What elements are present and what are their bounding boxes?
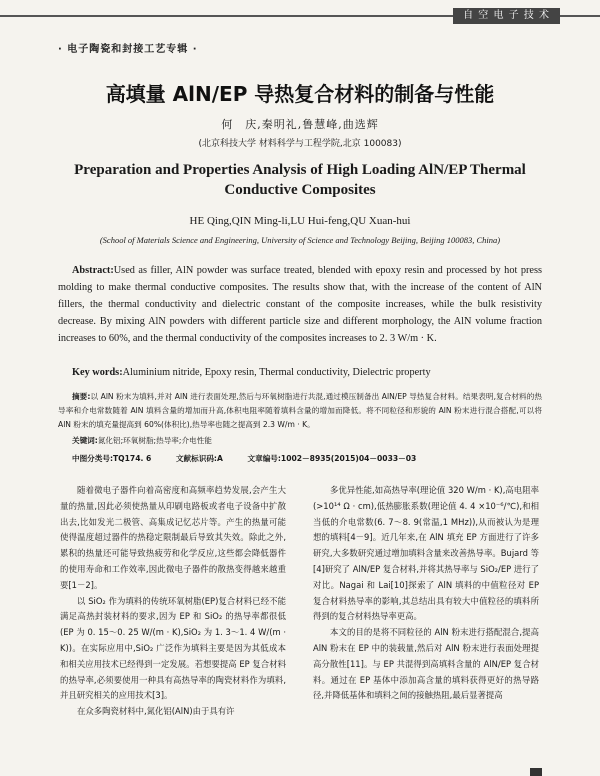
body-column-left [60,483,286,720]
keywords-chinese [72,434,542,448]
authors-english: HE Qing,QIN Ming-li,LU Hui-feng,QU Xuan-hui [189,215,411,227]
abstract-english [58,262,542,347]
abstract-chinese-text: 以 AlN 粉末为填料,并对 AlN 进行表面处理,然后与环氧树脂进行共混,通过模压制备出 AlN/EP 导热复合材料。结果表明,复合材料的热导率和介电常数随着 AlN 填料含量的增加而升高,体积电阻率随着填料含量的增加而降低。将不同粒径和形貌的 AlN 粉末进行混合搭配,可以将 AlN 粉末的填充量提高到 60%(体积比),热导率也随之提高到 2.3 W/m · K。 [58,392,542,429]
journal-name-tag: 自 空 电 子 技 术 [453,8,560,24]
article-number: 文章编号:1002－8935(2015)04－0033－03 [247,454,417,463]
abstract-english-label: Abstract: [72,265,114,276]
affiliation-english: (School of Materials Science and Engineering, University of Science and Technology Beijing, Beijing 100083, China) [99,235,501,245]
paragraph: 在众多陶瓷材料中,氮化铝(AlN)由于具有许 [77,706,235,717]
affiliation-chinese: (北京科技大学 材料科学与工程学院,北京 100083) [198,139,402,149]
title-chinese: 高填量 AlN/EP 导热复合材料的制备与性能 [105,82,495,106]
classification-line [72,452,542,466]
keywords-chinese-label: 关键词: [72,436,98,445]
paragraph: 多优异性能,如高热导率(理论值 320 W/m · K),高电阻率(>10¹⁴ Ω · cm),低热膨胀系数(理论值 4. 4 ×10⁻⁶/℃),和相当低的介电常数(6. 7～8. 9(常温,1 MHz)),从而被认为是理想的填料[4－9]。近几年来,在 AlN 填充 EP 方面进行了许多研究,大多数研究通过增加填料含量来改善热导率。Bujard 等[4]研究了 AlN/EP 复合材料,并将其热导率与 SiO₂/EP 进行了对比。Nagai 和 Lai[10]探索了 AlN 填料的中值粒径对 EP 复合材料热导率的影响,其总结出具有较大中值粒径的填料所得到的复合材料热导率更高。 [313,485,539,622]
abstract-chinese-label: 摘要: [72,392,91,401]
page-number-marker [530,768,542,776]
class-number: 中图分类号:TQ174. 6 [72,454,152,463]
paragraph: 本文的目的是将不同粒径的 AlN 粉末进行搭配混合,提高 AlN 粉末在 EP 中的装载量,然后对 AlN 粉末进行表面处理提高分散性[11]。与 EP 共混得到高填料含量的 AlN/EP 复合材料。通过在 EP 基体中添加高含量的填料获得更好的热导路径,并降低基体和填料之间的接触热阻,最后显著提高 [313,627,539,701]
journal-header-bar [0,8,600,24]
keywords-english [58,365,542,381]
keywords-english-label: Key words: [72,367,123,378]
authors-chinese: 何 庆,秦明礼,鲁慧峰,曲选辉 [221,118,379,131]
abstract-chinese [58,390,542,432]
keywords-chinese-text: 氮化铝;环氧树脂;热导率;介电性能 [97,436,212,445]
document-code: 文献标识码:A [175,454,223,463]
body-column-right [313,483,539,704]
keywords-english-text: Aluminium nitride, Epoxy resin, Thermal conductivity, Dielectric property [122,367,431,378]
column-label: · 电子陶瓷和封接工艺专辑 · [58,44,198,55]
abstract-english-text: Used as filler, AlN powder was surface treated, blended with epoxy resin and processed by hot press molding to make thermal conductive composites. The results show that, with the increase of the content of AlN fillers, the thermal conductivity and dielectric constant of the composite increases, while the bulk resistivity decrease. By mixing AlN powders with different particle size and different morphology, the AlN volume fraction increases to 60%, and the thermal conductivity of the composites increases to 2. 3 W/m · K. [58,265,542,344]
paragraph: 以 SiO₂ 作为填料的传统环氧树脂(EP)复合材料已经不能满足高热封装材料的要求,因为 EP 和 SiO₂ 的热导率都很低(EP 为 0. 15～0. 25 W/(m · K),SiO₂ 为 1. 3～1. 4 W/(m · K))。在实际应用中,SiO₂ 广泛作为填料主要是因为其低成本和相关应用技术已经得到一定发展。若想要提高 EP 复合材料的热导率,必须要使用一种具有高热导率的陶瓷材料作为填料,并且研究相关的应用技术[3]。 [60,595,286,701]
paragraph: 随着微电子器件向着高密度和高频率趋势发展,会产生大量的热量,因此必须使热量从印刷电路板或者电子设备中扩散出去,比如发光二极管、高集成记忆芯片等。产生的热量可能使得温度超过器件的热稳定限制最后导致其失效。除此之外,累积的热量还可能导致热疲劳和化学反应,这些都会降低器件的使用寿命和工作效率,因此微电子器件的散热变得越来越重要[1－2]。 [60,485,286,590]
title-english: Preparation and Properties Analysis of High Loading AlN/EP Thermal Conductive Composites [74,162,526,198]
